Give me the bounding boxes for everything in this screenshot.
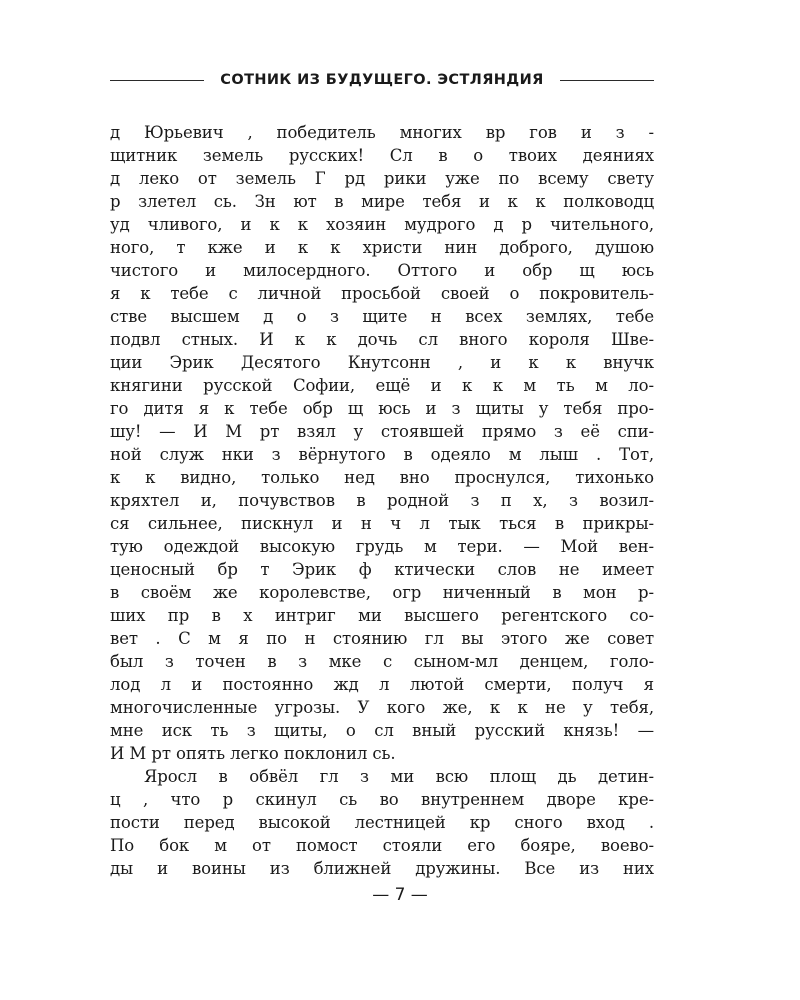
text-line: р злетел сь. Зн ют в мире тебя и к к полководц	[110, 192, 654, 211]
text-line: го дитя я к тебе обр щ юсь и з щиты у тебя про-	[110, 399, 654, 418]
header-rule-right	[560, 80, 654, 81]
text-line: ной служ нки з вёрнутого в одеяло м лыш . Тот,	[110, 445, 654, 464]
text-line: княгини русской Софии, ещё и к к м ть м ло-	[110, 376, 654, 395]
text-line: в своём же королевстве, огр ниченный в мон р-	[110, 583, 654, 602]
text-line: к к видно, только нед вно проснулся, тихонько	[110, 468, 654, 487]
text-line: ц , что р скинул сь во внутреннем дворе кре-	[110, 790, 654, 809]
text-line: был з точен в з мке с сыном-мл денцем, голо-	[110, 652, 654, 671]
text-line: ного, т кже и к к христи нин доброго, душою	[110, 238, 654, 257]
text-line: тую одеждой высокую грудь м тери. — Мой вен-	[110, 537, 654, 556]
page-number: — 7 —	[372, 885, 428, 905]
text-line: многочисленные угрозы. У кого же, к к не у тебя,	[110, 698, 654, 717]
text-line: ших пр в х интриг ми высшего регентского со-	[110, 606, 654, 625]
body-text	[110, 121, 654, 880]
text-line: ценосный бр т Эрик ф ктически слов не имеет	[110, 560, 654, 579]
text-line: щитник земель русских! Сл в о твоих деяниях	[110, 146, 654, 165]
text-line: ды и воины из ближней дружины. Все из них	[110, 859, 654, 878]
text-line: вет . С м я по н стоянию гл вы этого же совет	[110, 629, 654, 648]
text-line: д леко от земель Г рд рики уже по всему свету	[110, 169, 654, 188]
running-head-title: СОТНИК ИЗ БУДУЩЕГО. ЭСТЛЯНДИЯ	[220, 72, 544, 88]
text-line: я к тебе с личной просьбой своей о покровитель-	[110, 284, 654, 303]
text-line: стве высшем д о з щите н всех землях, тебе	[110, 307, 654, 326]
text-line: подвл стных. И к к дочь сл вного короля Шве-	[110, 330, 654, 349]
text-line: ся сильнее, пискнул и н ч л тык ться в прикры-	[110, 514, 654, 533]
running-head	[110, 72, 654, 88]
text-line: д Юрьевич , победитель многих вр гов и з -	[110, 123, 654, 142]
text-line: чистого и милосердного. Оттого и обр щ юсь	[110, 261, 654, 280]
header-rule-left	[110, 80, 204, 81]
text-line: И М рт опять легко поклонил сь.	[110, 744, 396, 763]
text-line: Яросл в обвёл гл з ми всю площ дь детин-	[144, 767, 654, 786]
text-line: лод л и постоянно жд л лютой смерти, получ я	[110, 675, 654, 694]
text-line: шу! — И М рт взял у стоявшей прямо з её спи-	[110, 422, 654, 441]
text-line: пости перед высокой лестницей кр сного вход .	[110, 813, 654, 832]
text-line: мне иск ть з щиты, о сл вный русский князь! —	[110, 721, 654, 740]
text-line: уд чливого, и к к хозяин мудрого д р чительного,	[110, 215, 654, 234]
text-line: ции Эрик Десятого Кнутсонн , и к к внучк	[110, 353, 654, 372]
text-line: По бок м от помост стояли его бояре, воево-	[110, 836, 654, 855]
text-line: кряхтел и, почувствов в родной з п х, з возил-	[110, 491, 654, 510]
